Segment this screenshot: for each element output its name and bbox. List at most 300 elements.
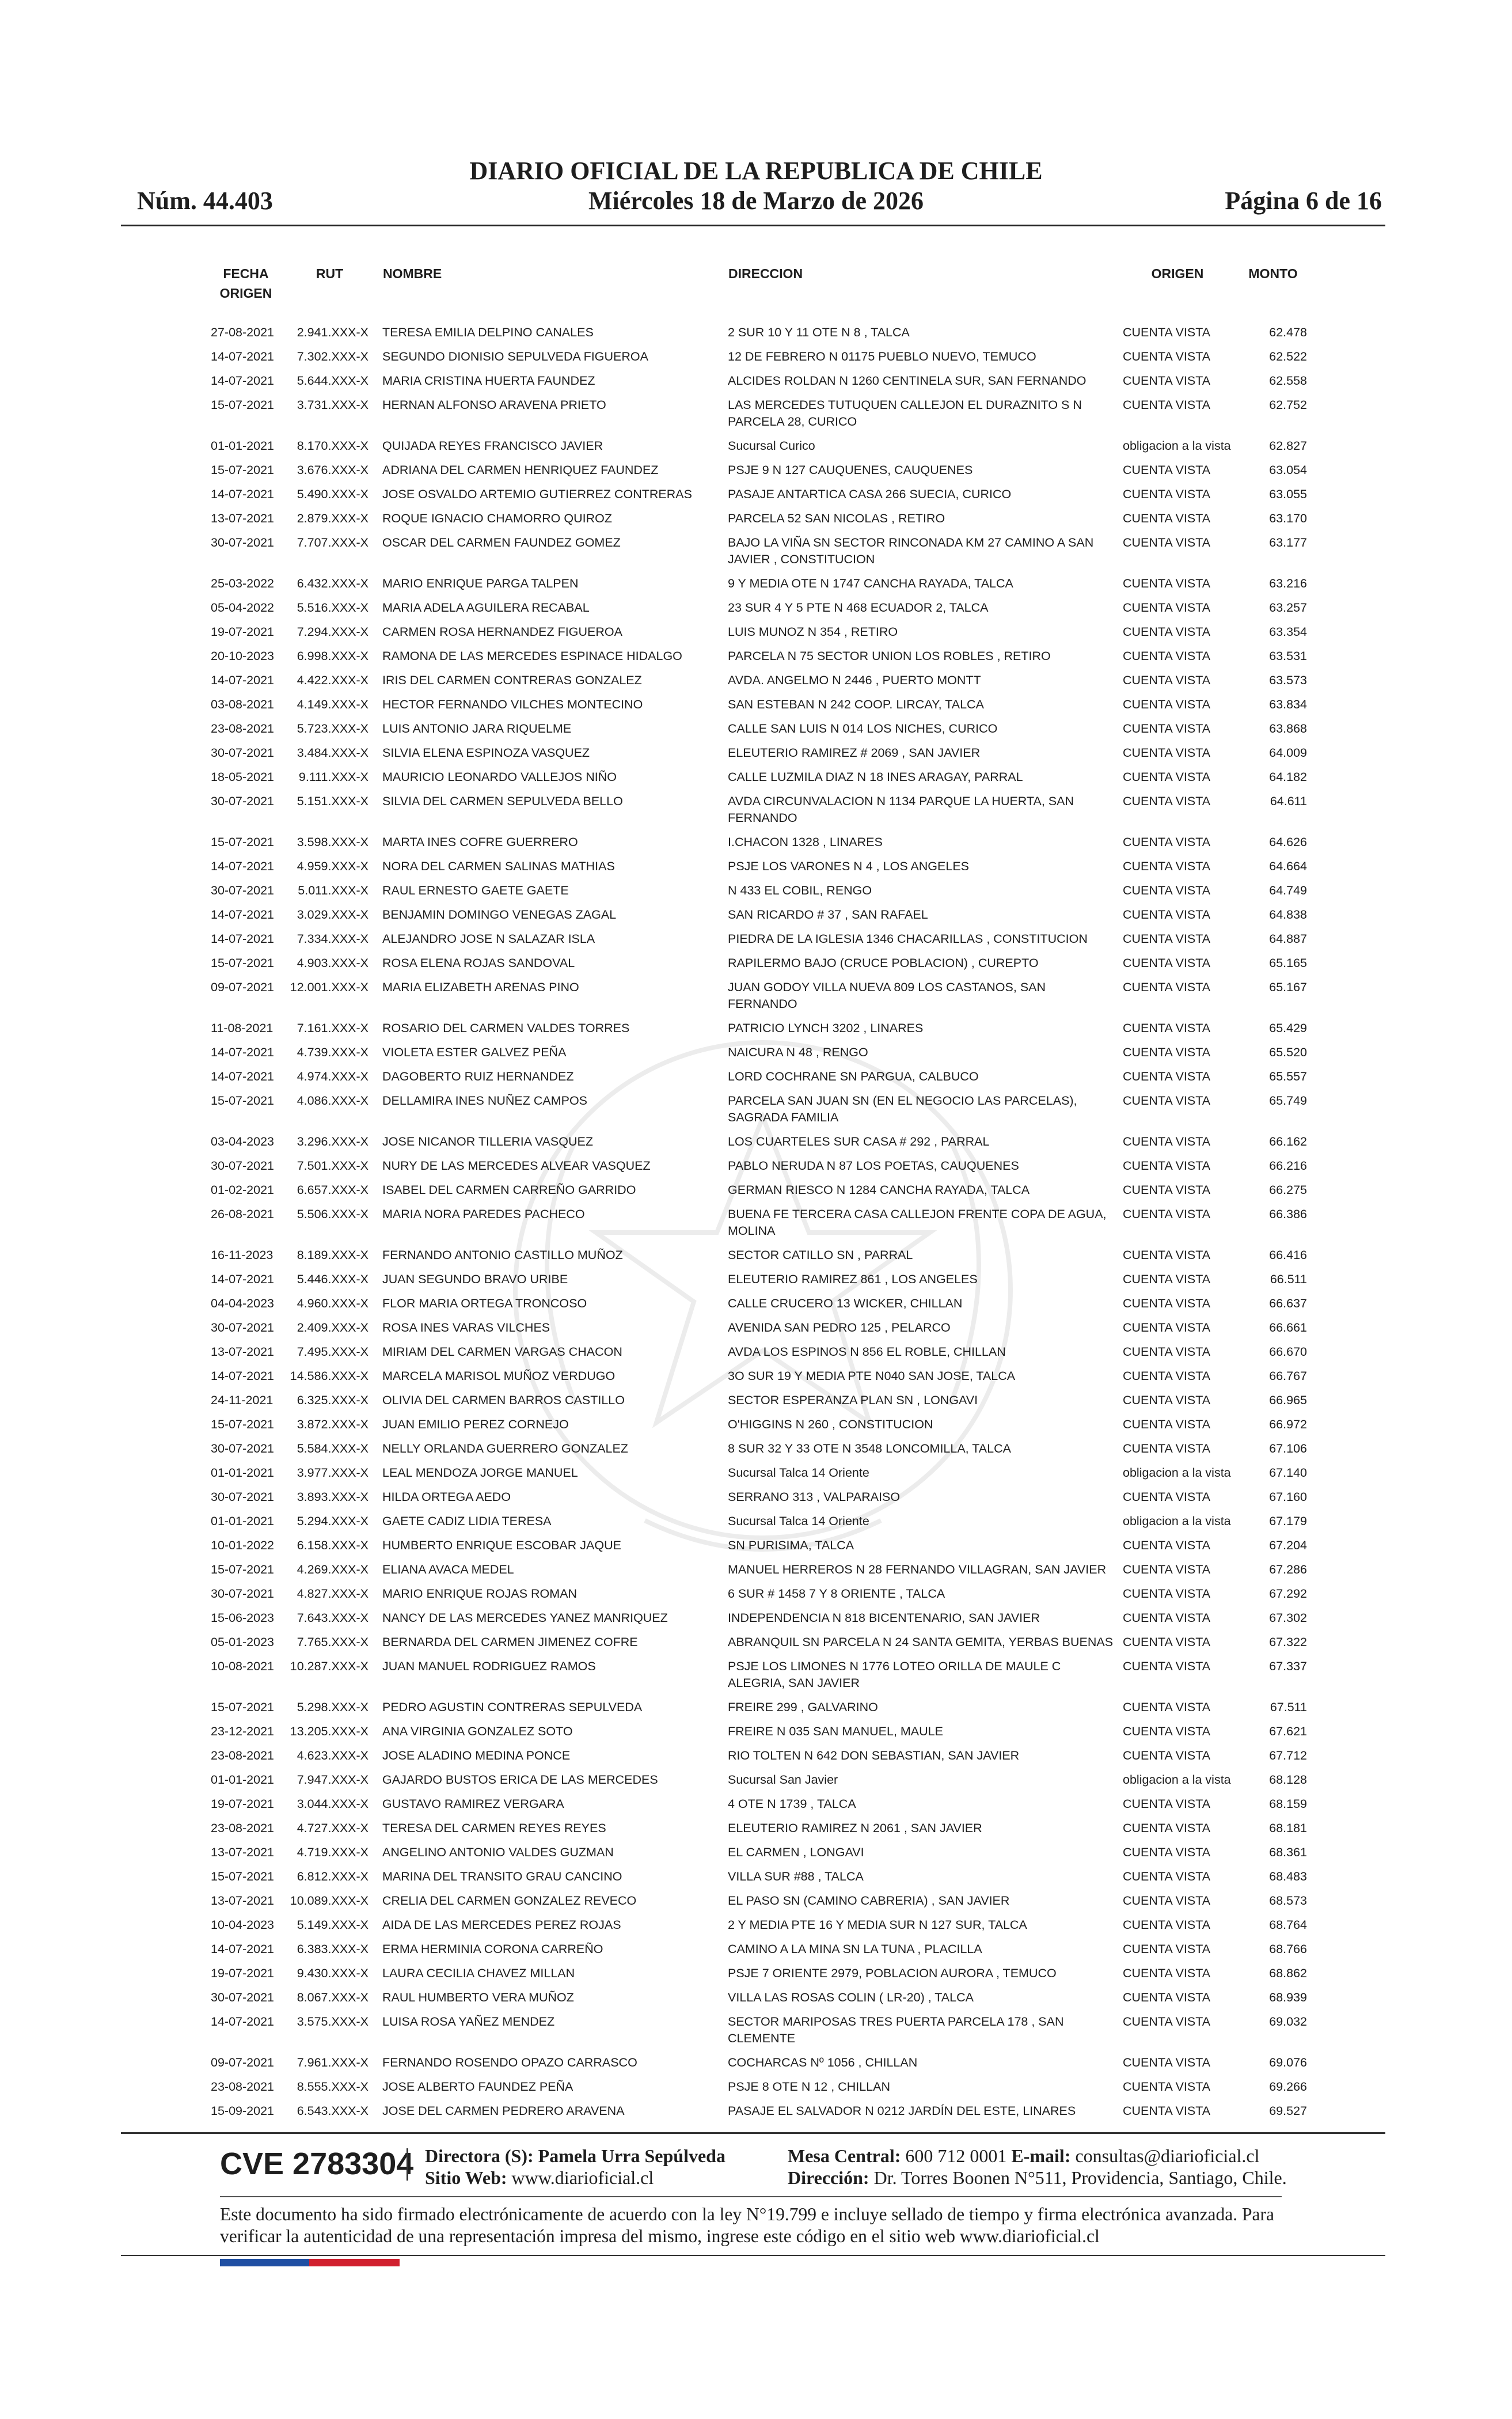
row-nombre: HECTOR FERNANDO VILCHES MONTECINO <box>382 697 643 711</box>
row-rut: 4.960.XXX-X <box>297 1296 368 1310</box>
table-row <box>0 1182 1512 1206</box>
row-fecha: 15-06-2023 <box>211 1611 274 1625</box>
row-nombre: BENJAMIN DOMINGO VENEGAS ZAGAL <box>382 908 617 922</box>
table-row <box>0 769 1512 793</box>
row-monto: 63.354 <box>1269 625 1307 639</box>
row-nombre: OSCAR DEL CARMEN FAUNDEZ GOMEZ <box>382 536 621 549</box>
email-link[interactable]: consultas@diarioficial.cl <box>1075 2145 1260 2166</box>
row-monto: 66.416 <box>1269 1248 1307 1262</box>
row-monto: 63.055 <box>1269 487 1307 501</box>
row-origen: CUENTA VISTA <box>1123 932 1211 946</box>
row-fecha: 23-08-2021 <box>211 2080 274 2094</box>
row-origen: CUENTA VISTA <box>1123 1942 1211 1956</box>
row-rut: 3.676.XXX-X <box>297 463 368 477</box>
footer-bottom-divider <box>121 2255 1385 2256</box>
row-monto: 65.165 <box>1269 956 1307 970</box>
director-name: Directora (S): Pamela Urra Sepúlveda <box>425 2145 725 2166</box>
row-monto: 68.159 <box>1269 1797 1307 1811</box>
table-row <box>0 1440 1512 1465</box>
row-rut: 4.727.XXX-X <box>297 1821 368 1835</box>
row-direccion: Sucursal Curico <box>728 439 815 453</box>
row-fecha: 19-07-2021 <box>211 625 274 639</box>
table-row <box>0 534 1512 575</box>
row-rut: 3.731.XXX-X <box>297 398 368 412</box>
row-monto: 66.661 <box>1269 1321 1307 1334</box>
row-origen: CUENTA VISTA <box>1123 859 1211 873</box>
row-monto: 66.965 <box>1269 1393 1307 1407</box>
row-direccion: BUENA FE TERCERA CASA CALLEJON FRENTE COPA DE AGUA, MOLINA <box>728 1207 1107 1238</box>
row-nombre: MARIO ENRIQUE ROJAS ROMAN <box>382 1587 578 1601</box>
row-nombre: BERNARDA DEL CARMEN JIMENEZ COFRE <box>382 1635 638 1649</box>
website-line <box>425 2167 654 2189</box>
table-row <box>0 348 1512 373</box>
row-fecha: 14-07-2021 <box>211 673 274 687</box>
row-monto: 67.511 <box>1270 1700 1307 1714</box>
row-origen: CUENTA VISTA <box>1123 1393 1211 1407</box>
row-direccion: Sucursal Talca 14 Oriente <box>728 1514 869 1528</box>
row-direccion: NAICURA N 48 , RENGO <box>728 1045 868 1059</box>
row-origen: CUENTA VISTA <box>1123 1870 1211 1883</box>
row-nombre: MARIA ELIZABETH ARENAS PINO <box>382 980 579 994</box>
row-fecha: 10-08-2021 <box>211 1659 274 1673</box>
row-nombre: ROQUE IGNACIO CHAMORRO QUIROZ <box>382 511 612 525</box>
row-rut: 8.170.XXX-X <box>297 439 368 453</box>
row-direccion: PABLO NERUDA N 87 LOS POETAS, CAUQUENES <box>728 1159 1019 1173</box>
row-nombre: JUAN SEGUNDO BRAVO URIBE <box>382 1272 568 1286</box>
row-monto: 69.076 <box>1269 2056 1307 2069</box>
issue-number: Núm. 44.403 <box>137 187 273 215</box>
row-direccion: LORD COCHRANE SN PARGUA, CALBUCO <box>728 1070 979 1083</box>
row-origen: CUENTA VISTA <box>1123 1248 1211 1262</box>
website-link[interactable]: www.diarioficial.cl <box>511 2167 654 2188</box>
row-fecha: 13-07-2021 <box>211 1345 274 1359</box>
row-nombre: ALEJANDRO JOSE N SALAZAR ISLA <box>382 932 595 946</box>
row-origen: CUENTA VISTA <box>1123 1207 1211 1221</box>
row-monto: 67.204 <box>1269 1538 1307 1552</box>
row-direccion: AVDA. ANGELMO N 2446 , PUERTO MONTT <box>728 673 981 687</box>
row-origen: CUENTA VISTA <box>1123 601 1211 615</box>
row-origen: CUENTA VISTA <box>1123 325 1211 339</box>
column-header-monto: MONTO <box>1248 266 1298 281</box>
row-monto: 68.573 <box>1269 1894 1307 1908</box>
row-direccion: ABRANQUIL SN PARCELA N 24 SANTA GEMITA, YERBAS BUENAS <box>728 1635 1114 1649</box>
row-monto: 67.292 <box>1269 1587 1307 1601</box>
row-origen: CUENTA VISTA <box>1123 1749 1211 1762</box>
row-origen: CUENTA VISTA <box>1123 1990 1211 2004</box>
row-rut: 7.294.XXX-X <box>297 625 368 639</box>
table-row <box>0 1206 1512 1247</box>
row-fecha: 13-07-2021 <box>211 1894 274 1908</box>
row-fecha: 09-07-2021 <box>211 980 274 994</box>
row-rut: 4.827.XXX-X <box>297 1587 368 1601</box>
row-origen: CUENTA VISTA <box>1123 1490 1211 1504</box>
row-rut: 5.723.XXX-X <box>297 722 368 735</box>
row-origen: CUENTA VISTA <box>1123 1321 1211 1334</box>
row-origen: CUENTA VISTA <box>1123 536 1211 549</box>
row-monto: 67.712 <box>1269 1749 1307 1762</box>
row-fecha: 19-07-2021 <box>211 1966 274 1980</box>
row-nombre: CARMEN ROSA HERNANDEZ FIGUEROA <box>382 625 622 639</box>
footer-divider <box>121 2132 1385 2134</box>
row-fecha: 13-07-2021 <box>211 1845 274 1859</box>
row-rut: 9.111.XXX-X <box>298 770 368 784</box>
row-rut: 6.383.XXX-X <box>297 1942 368 1956</box>
row-monto: 63.868 <box>1269 722 1307 735</box>
table-row <box>0 1561 1512 1586</box>
row-rut: 3.044.XXX-X <box>297 1797 368 1811</box>
row-fecha: 27-08-2021 <box>211 325 274 339</box>
row-direccion: 12 DE FEBRERO N 01175 PUEBLO NUEVO, TEMUCO <box>728 350 1036 363</box>
row-origen: CUENTA VISTA <box>1123 1724 1211 1738</box>
row-direccion: 23 SUR 4 Y 5 PTE N 468 ECUADOR 2, TALCA <box>728 601 989 615</box>
row-fecha: 30-07-2021 <box>211 794 274 808</box>
table-row <box>0 1093 1512 1133</box>
row-rut: 2.941.XXX-X <box>297 325 368 339</box>
row-monto: 62.827 <box>1269 439 1307 453</box>
row-monto: 69.266 <box>1269 2080 1307 2094</box>
row-fecha: 14-07-2021 <box>211 1369 274 1383</box>
row-direccion: AVDA CIRCUNVALACION N 1134 PARQUE LA HUERTA, SAN FERNANDO <box>728 794 1074 825</box>
row-origen: CUENTA VISTA <box>1123 577 1211 590</box>
row-direccion: PARCELA 52 SAN NICOLAS , RETIRO <box>728 511 945 525</box>
row-nombre: JUAN EMILIO PEREZ CORNEJO <box>382 1417 569 1431</box>
row-rut: 13.205.XXX-X <box>290 1724 368 1738</box>
row-fecha: 30-07-2021 <box>211 536 274 549</box>
row-direccion: 6 SUR # 1458 7 Y 8 ORIENTE , TALCA <box>728 1587 945 1601</box>
row-fecha: 15-07-2021 <box>211 1417 274 1431</box>
row-fecha: 03-08-2021 <box>211 697 274 711</box>
newspaper-title: DIARIO OFICIAL DE LA REPUBLICA DE CHILE <box>469 157 1043 185</box>
row-monto: 63.531 <box>1269 649 1307 663</box>
row-fecha: 14-07-2021 <box>211 908 274 922</box>
row-rut: 2.409.XXX-X <box>297 1321 368 1334</box>
table-row <box>0 1489 1512 1513</box>
row-origen: CUENTA VISTA <box>1123 374 1211 388</box>
row-origen: obligacion a la vista <box>1123 1466 1231 1480</box>
row-direccion: FREIRE 299 , GALVARINO <box>728 1700 878 1714</box>
row-nombre: JOSE ALBERTO FAUNDEZ PEÑA <box>382 2080 573 2094</box>
row-rut: 7.707.XXX-X <box>297 536 368 549</box>
row-monto: 66.162 <box>1269 1135 1307 1148</box>
row-monto: 67.179 <box>1269 1514 1307 1528</box>
table-row <box>0 1723 1512 1747</box>
footer-separator <box>407 2148 408 2181</box>
row-origen: CUENTA VISTA <box>1123 908 1211 922</box>
row-fecha: 01-01-2021 <box>211 439 274 453</box>
row-rut: 4.269.XXX-X <box>297 1563 368 1576</box>
row-rut: 7.161.XXX-X <box>297 1021 368 1035</box>
row-direccion: SECTOR CATILLO SN , PARRAL <box>728 1248 913 1262</box>
row-origen: CUENTA VISTA <box>1123 1183 1211 1197</box>
row-direccion: LOS CUARTELES SUR CASA # 292 , PARRAL <box>728 1135 990 1148</box>
row-nombre: HILDA ORTEGA AEDO <box>382 1490 511 1504</box>
row-origen: CUENTA VISTA <box>1123 1369 1211 1383</box>
row-monto: 63.054 <box>1269 463 1307 477</box>
row-fecha: 14-07-2021 <box>211 487 274 501</box>
row-fecha: 15-07-2021 <box>211 835 274 849</box>
row-fecha: 01-02-2021 <box>211 1183 274 1197</box>
table-row <box>0 2103 1512 2127</box>
row-rut: 14.586.XXX-X <box>290 1369 368 1383</box>
row-rut: 3.296.XXX-X <box>297 1135 368 1148</box>
row-fecha: 10-04-2023 <box>211 1918 274 1932</box>
row-fecha: 13-07-2021 <box>211 511 274 525</box>
row-rut: 5.644.XXX-X <box>297 374 368 388</box>
row-rut: 4.086.XXX-X <box>297 1094 368 1108</box>
row-origen: CUENTA VISTA <box>1123 794 1211 808</box>
row-nombre: NANCY DE LAS MERCEDES YANEZ MANRIQUEZ <box>382 1611 668 1625</box>
row-fecha: 15-07-2021 <box>211 463 274 477</box>
row-fecha: 30-07-2021 <box>211 1587 274 1601</box>
row-nombre: MARCELA MARISOL MUÑOZ VERDUGO <box>382 1369 616 1383</box>
table-row <box>0 1844 1512 1868</box>
table-row <box>0 1610 1512 1634</box>
row-origen: CUENTA VISTA <box>1123 835 1211 849</box>
row-nombre: MIRIAM DEL CARMEN VARGAS CHACON <box>382 1345 622 1359</box>
row-rut: 8.067.XXX-X <box>297 1990 368 2004</box>
table-row <box>0 1893 1512 1917</box>
row-direccion: SAN ESTEBAN N 242 COOP. LIRCAY, TALCA <box>728 697 984 711</box>
row-direccion: LAS MERCEDES TUTUQUEN CALLEJON EL DURAZNITO S N PARCELA 28, CURICO <box>728 398 1082 429</box>
row-rut: 6.657.XXX-X <box>297 1183 368 1197</box>
row-fecha: 14-07-2021 <box>211 2015 274 2029</box>
row-origen: CUENTA VISTA <box>1123 956 1211 970</box>
row-direccion: RIO TOLTEN N 642 DON SEBASTIAN, SAN JAVIER <box>728 1749 1020 1762</box>
row-fecha: 30-07-2021 <box>211 1490 274 1504</box>
row-nombre: JOSE NICANOR TILLERIA VASQUEZ <box>382 1135 593 1148</box>
table-row <box>0 1068 1512 1093</box>
row-fecha: 19-07-2021 <box>211 1797 274 1811</box>
row-fecha: 14-07-2021 <box>211 1045 274 1059</box>
table-row <box>0 1044 1512 1068</box>
row-fecha: 20-10-2023 <box>211 649 274 663</box>
row-fecha: 09-07-2021 <box>211 2056 274 2069</box>
row-direccion: PSJE 8 OTE N 12 , CHILLAN <box>728 2080 890 2094</box>
row-origen: CUENTA VISTA <box>1123 1700 1211 1714</box>
row-origen: CUENTA VISTA <box>1123 1894 1211 1908</box>
row-monto: 67.322 <box>1269 1635 1307 1649</box>
row-monto: 64.664 <box>1269 859 1307 873</box>
row-origen: CUENTA VISTA <box>1123 649 1211 663</box>
row-monto: 62.752 <box>1269 398 1307 412</box>
row-rut: 5.298.XXX-X <box>297 1700 368 1714</box>
table-row <box>0 1699 1512 1723</box>
row-fecha: 30-07-2021 <box>211 884 274 897</box>
row-rut: 3.575.XXX-X <box>297 2015 368 2029</box>
row-direccion: 2 SUR 10 Y 11 OTE N 8 , TALCA <box>728 325 910 339</box>
row-nombre: MARTA INES COFRE GUERRERO <box>382 835 578 849</box>
row-direccion: SECTOR MARIPOSAS TRES PUERTA PARCELA 178 , SAN CLEMENTE <box>728 2015 1064 2045</box>
row-monto: 68.764 <box>1269 1918 1307 1932</box>
row-monto: 65.520 <box>1269 1045 1307 1059</box>
row-monto: 68.181 <box>1269 1821 1307 1835</box>
row-nombre: LAURA CECILIA CHAVEZ MILLAN <box>382 1966 575 1980</box>
row-origen: CUENTA VISTA <box>1123 1635 1211 1649</box>
row-monto: 64.009 <box>1269 746 1307 760</box>
row-fecha: 30-07-2021 <box>211 1159 274 1173</box>
table-row <box>0 1271 1512 1295</box>
table-row <box>0 2014 1512 2054</box>
row-nombre: OLIVIA DEL CARMEN BARROS CASTILLO <box>382 1393 625 1407</box>
row-rut: 10.287.XXX-X <box>290 1659 368 1673</box>
row-direccion: VILLA SUR #88 , TALCA <box>728 1870 864 1883</box>
table-row <box>0 324 1512 348</box>
row-origen: CUENTA VISTA <box>1123 1659 1211 1673</box>
row-monto: 68.483 <box>1269 1870 1307 1883</box>
row-direccion: PSJE LOS LIMONES N 1776 LOTEO ORILLA DE MAULE C ALEGRIA, SAN JAVIER <box>728 1659 1061 1690</box>
row-nombre: MAURICIO LEONARDO VALLEJOS NIÑO <box>382 770 617 784</box>
row-rut: 4.903.XXX-X <box>297 956 368 970</box>
table-row <box>0 1820 1512 1844</box>
table-row <box>0 931 1512 955</box>
row-direccion: SAN RICARDO # 37 , SAN RAFAEL <box>728 908 928 922</box>
row-direccion: PSJE 7 ORIENTE 2979, POBLACION AURORA , TEMUCO <box>728 1966 1057 1980</box>
row-rut: 6.812.XXX-X <box>297 1870 368 1883</box>
row-direccion: BAJO LA VIÑA SN SECTOR RINCONADA KM 27 CAMINO A SAN JAVIER , CONSTITUCION <box>728 536 1094 566</box>
row-rut: 7.765.XXX-X <box>297 1635 368 1649</box>
row-direccion: 8 SUR 32 Y 33 OTE N 3548 LONCOMILLA, TALCA <box>728 1442 1011 1455</box>
row-direccion: JUAN GODOY VILLA NUEVA 809 LOS CASTANOS, SAN FERNANDO <box>728 980 1046 1011</box>
row-direccion: FREIRE N 035 SAN MANUEL, MAULE <box>728 1724 943 1738</box>
row-nombre: RAUL ERNESTO GAETE GAETE <box>382 884 569 897</box>
row-nombre: ADRIANA DEL CARMEN HENRIQUEZ FAUNDEZ <box>382 463 659 477</box>
row-fecha: 30-07-2021 <box>211 1442 274 1455</box>
row-direccion: EL PASO SN (CAMINO CABRERIA) , SAN JAVIER <box>728 1894 1010 1908</box>
row-monto: 66.511 <box>1270 1272 1307 1286</box>
row-monto: 63.216 <box>1269 577 1307 590</box>
row-fecha: 15-09-2021 <box>211 2104 274 2118</box>
table-row <box>0 834 1512 858</box>
row-origen: CUENTA VISTA <box>1123 2104 1211 2118</box>
row-rut: 9.430.XXX-X <box>297 1966 368 1980</box>
row-rut: 6.432.XXX-X <box>297 577 368 590</box>
table-row <box>0 882 1512 907</box>
row-fecha: 23-08-2021 <box>211 1821 274 1835</box>
row-fecha: 18-05-2021 <box>211 770 274 784</box>
row-direccion: COCHARCAS Nº 1056 , CHILLAN <box>728 2056 918 2069</box>
row-fecha: 14-07-2021 <box>211 1070 274 1083</box>
row-monto: 68.939 <box>1269 1990 1307 2004</box>
row-origen: CUENTA VISTA <box>1123 673 1211 687</box>
table-row <box>0 1868 1512 1893</box>
row-rut: 4.974.XXX-X <box>297 1070 368 1083</box>
row-nombre: MARIA CRISTINA HUERTA FAUNDEZ <box>382 374 595 388</box>
row-origen: CUENTA VISTA <box>1123 350 1211 363</box>
table-row <box>0 648 1512 672</box>
table-row <box>0 1747 1512 1772</box>
row-monto: 63.573 <box>1269 673 1307 687</box>
mesa-phone: 600 712 0001 <box>905 2145 1007 2166</box>
legal-notice: Este documento ha sido firmado electrónicamente de acuerdo con la ley N°19.799 e incluye sellado de tiempo y firma electrónica avanzada. Para verificar la autenticidad de una representación impresa del mismo, ingrese este código en el sitio web www.diarioficial.cl <box>220 2204 1274 2246</box>
table-row <box>0 1368 1512 1392</box>
row-monto: 66.670 <box>1269 1345 1307 1359</box>
row-rut: 3.029.XXX-X <box>297 908 368 922</box>
row-rut: 5.490.XXX-X <box>297 487 368 501</box>
row-direccion: CALLE SAN LUIS N 014 LOS NICHES, CURICO <box>728 722 998 735</box>
row-origen: obligacion a la vista <box>1123 1514 1231 1528</box>
row-origen: CUENTA VISTA <box>1123 1538 1211 1552</box>
contact-line <box>788 2145 1260 2167</box>
row-direccion: PIEDRA DE LA IGLESIA 1346 CHACARILLAS , CONSTITUCION <box>728 932 1088 946</box>
row-fecha: 14-07-2021 <box>211 1272 274 1286</box>
mesa-label: Mesa Central: <box>788 2145 901 2166</box>
row-nombre: MARIO ENRIQUE PARGA TALPEN <box>382 577 579 590</box>
row-nombre: NORA DEL CARMEN SALINAS MATHIAS <box>382 859 615 873</box>
row-direccion: PSJE 9 N 127 CAUQUENES, CAUQUENES <box>728 463 973 477</box>
table-row <box>0 1133 1512 1158</box>
row-nombre: AIDA DE LAS MERCEDES PEREZ ROJAS <box>382 1918 621 1932</box>
row-rut: 5.516.XXX-X <box>297 601 368 615</box>
row-monto: 67.337 <box>1269 1659 1307 1673</box>
row-nombre: DELLAMIRA INES NUÑEZ CAMPOS <box>382 1094 588 1108</box>
table-row <box>0 1020 1512 1044</box>
flag-stripe-blue <box>220 2259 309 2266</box>
row-monto: 69.032 <box>1269 2015 1307 2029</box>
row-origen: CUENTA VISTA <box>1123 722 1211 735</box>
row-rut: 6.998.XXX-X <box>297 649 368 663</box>
table-row <box>0 1586 1512 1610</box>
row-nombre: JUAN MANUEL RODRIGUEZ RAMOS <box>382 1659 596 1673</box>
row-origen: CUENTA VISTA <box>1123 1587 1211 1601</box>
row-direccion: ALCIDES ROLDAN N 1260 CENTINELA SUR, SAN FERNANDO <box>728 374 1086 388</box>
row-monto: 69.527 <box>1269 2104 1307 2118</box>
address-label: Dirección: <box>788 2167 869 2188</box>
table-row <box>0 397 1512 438</box>
row-rut: 8.189.XXX-X <box>297 1248 368 1262</box>
row-nombre: SILVIA ELENA ESPINOZA VASQUEZ <box>382 746 590 760</box>
row-fecha: 15-07-2021 <box>211 1094 274 1108</box>
row-fecha: 30-07-2021 <box>211 1990 274 2004</box>
row-nombre: TERESA EMILIA DELPINO CANALES <box>382 325 594 339</box>
row-fecha: 14-07-2021 <box>211 859 274 873</box>
row-direccion: ELEUTERIO RAMIREZ 861 , LOS ANGELES <box>728 1272 978 1286</box>
row-origen: CUENTA VISTA <box>1123 746 1211 760</box>
row-direccion: AVDA LOS ESPINOS N 856 EL ROBLE, CHILLAN <box>728 1345 1006 1359</box>
table-row <box>0 979 1512 1020</box>
row-rut: 4.149.XXX-X <box>297 697 368 711</box>
row-direccion: PARCELA N 75 SECTOR UNION LOS ROBLES , RETIRO <box>728 649 1051 663</box>
row-fecha: 11-08-2021 <box>211 1021 273 1035</box>
row-rut: 6.325.XXX-X <box>297 1393 368 1407</box>
row-origen: CUENTA VISTA <box>1123 1563 1211 1576</box>
row-monto: 64.749 <box>1269 884 1307 897</box>
table-row <box>0 1989 1512 2014</box>
flag-stripe-red <box>309 2259 400 2266</box>
table-row <box>0 462 1512 486</box>
row-fecha: 23-08-2021 <box>211 1749 274 1762</box>
row-rut: 7.495.XXX-X <box>297 1345 368 1359</box>
row-nombre: JOSE OSVALDO ARTEMIO GUTIERREZ CONTRERAS <box>382 487 692 501</box>
row-monto: 64.626 <box>1269 835 1307 849</box>
row-origen: CUENTA VISTA <box>1123 1611 1211 1625</box>
row-fecha: 05-04-2022 <box>211 601 274 615</box>
row-monto: 66.972 <box>1269 1417 1307 1431</box>
row-fecha: 25-03-2022 <box>211 577 274 590</box>
row-nombre: CRELIA DEL CARMEN GONZALEZ REVECO <box>382 1894 637 1908</box>
table-row <box>0 624 1512 648</box>
table-row <box>0 907 1512 931</box>
row-monto: 63.834 <box>1269 697 1307 711</box>
row-nombre: LUIS ANTONIO JARA RIQUELME <box>382 722 572 735</box>
row-fecha: 05-01-2023 <box>211 1635 274 1649</box>
row-nombre: GAJARDO BUSTOS ERICA DE LAS MERCEDES <box>382 1773 658 1787</box>
row-nombre: ANGELINO ANTONIO VALDES GUZMAN <box>382 1845 614 1859</box>
table-row <box>0 510 1512 534</box>
row-direccion: SECTOR ESPERANZA PLAN SN , LONGAVI <box>728 1393 978 1407</box>
table-row <box>0 2054 1512 2079</box>
row-origen: CUENTA VISTA <box>1123 1918 1211 1932</box>
page-indicator: Página 6 de 16 <box>1225 187 1382 215</box>
